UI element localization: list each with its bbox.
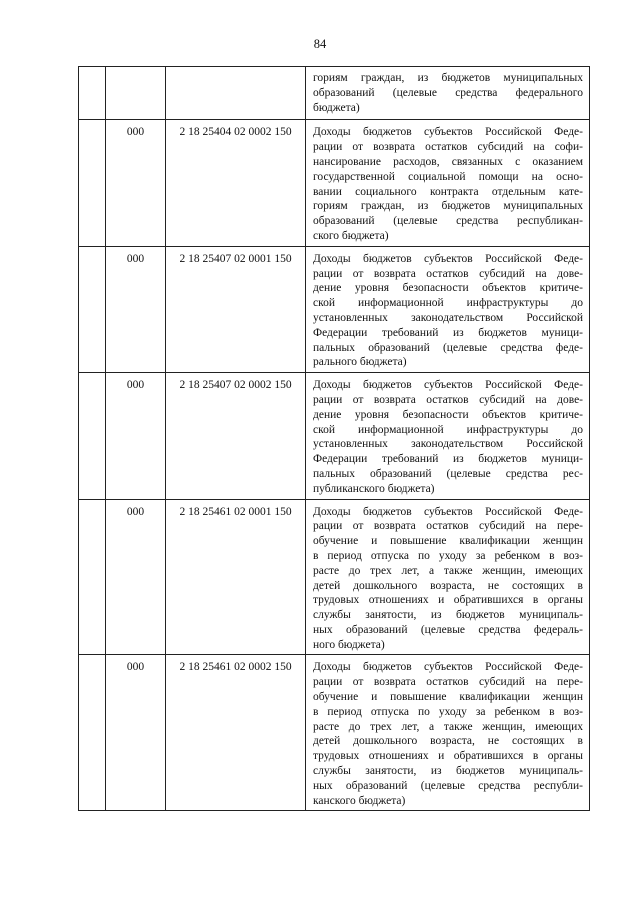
description-line: пальных образований (целевые средства рес- (313, 467, 583, 480)
row-number-cell (79, 67, 106, 120)
description-line: канского бюджета) (313, 794, 406, 807)
income-description-cell (306, 246, 590, 372)
description-line: в период отпуска по уходу за ребенком в воз- (313, 549, 583, 562)
description-line: Доходы бюджетов субъектов Российской Феде- (313, 252, 583, 265)
description-line: обучение и повышение квалификации женщин (313, 535, 583, 548)
description-line: детей дошкольного возраста, не состоящих в (313, 579, 583, 592)
description-line: в период отпуска по уходу за ребенком в воз- (313, 705, 583, 718)
description-line: детей дошкольного возраста, не состоящих в (313, 735, 583, 748)
budget-income-table (78, 66, 590, 811)
row-number-cell (79, 246, 106, 372)
description-line: обучение и повышение квалификации женщин (313, 691, 583, 704)
admin-code-cell: 000 (106, 120, 166, 246)
description-line: государственной социальной помощи на осно- (313, 170, 583, 183)
description-line: ных образований (целевые средства республи- (313, 779, 583, 792)
description-line: Доходы бюджетов субъектов Российской Феде- (313, 661, 583, 674)
budget-classification-code-cell: 2 18 25407 02 0001 150 (166, 246, 306, 372)
description-line: образований (целевые средства федерального (313, 86, 583, 99)
income-description-cell (306, 120, 590, 246)
description-line: вании социального контракта отдельным кате- (313, 185, 583, 198)
income-description-cell (306, 655, 590, 811)
table-row (79, 655, 590, 811)
description-line: образований (целевые средства республикан- (313, 215, 583, 228)
description-line: рального бюджета) (313, 356, 407, 369)
admin-code-cell: 000 (106, 373, 166, 499)
table-row (79, 120, 590, 246)
budget-classification-code-cell (166, 67, 306, 120)
description-line: трудовых отношениях и обратившихся в органы (313, 594, 583, 607)
table-row (79, 499, 590, 655)
description-line: пальных образований (целевые средства феде- (313, 341, 583, 354)
table-row (79, 246, 590, 372)
admin-code-cell: 000 (106, 246, 166, 372)
description-line: Доходы бюджетов субъектов Российской Феде- (313, 379, 583, 392)
budget-classification-code-cell: 2 18 25461 02 0002 150 (166, 655, 306, 811)
description-line: рации от возврата остатков субсидий на пере- (313, 520, 583, 533)
budget-classification-code-cell: 2 18 25407 02 0002 150 (166, 373, 306, 499)
description-line: Доходы бюджетов субъектов Российской Феде- (313, 505, 583, 518)
admin-code-cell: 000 (106, 655, 166, 811)
description-line: установленных законодательством Российской (313, 311, 583, 324)
description-line: рации от возврата остатков субсидий на пере- (313, 676, 583, 689)
row-number-cell (79, 120, 106, 246)
description-line: гориям граждан, из бюджетов муниципальных (313, 72, 583, 84)
description-line: установленных законодательством Российской (313, 438, 583, 451)
description-line: дение уровня безопасности объектов критиче- (313, 282, 583, 295)
admin-code-cell (106, 67, 166, 120)
table-body (79, 67, 590, 811)
description-line: трудовых отношениях и обратившихся в органы (313, 750, 583, 763)
description-line: расте до трех лет, а также женщин, имеющих (313, 564, 583, 577)
row-number-cell (79, 655, 106, 811)
description-line: Федерации требований из бюджетов муници- (313, 453, 583, 466)
income-description-cell (306, 373, 590, 499)
row-number-cell (79, 373, 106, 499)
budget-classification-code-cell: 2 18 25461 02 0001 150 (166, 499, 306, 655)
budget-classification-code-cell: 2 18 25404 02 0002 150 (166, 120, 306, 246)
description-line: рации от возврата остатков субсидий на дове- (313, 393, 583, 406)
description-line: службы занятости, из бюджетов муниципаль- (313, 609, 583, 622)
description-line: гориям граждан, из бюджетов муниципальных (313, 200, 583, 213)
row-number-cell (79, 499, 106, 655)
income-description-cell (306, 499, 590, 655)
table-row (79, 67, 590, 120)
income-description-cell (306, 67, 590, 120)
description-line: рации от возврата остатков субсидий на софи- (313, 141, 583, 154)
description-line: службы занятости, из бюджетов муниципаль- (313, 765, 583, 778)
description-line: дение уровня безопасности объектов критиче- (313, 408, 583, 421)
table-row (79, 373, 590, 499)
description-line: расте до трех лет, а также женщин, имеющих (313, 720, 583, 733)
description-line: Федерации требований из бюджетов муници- (313, 326, 583, 339)
description-line: рации от возврата остатков субсидий на дове- (313, 267, 583, 280)
description-line: Доходы бюджетов субъектов Российской Феде- (313, 126, 583, 139)
description-line: нансирование расходов, связанных с оказанием (313, 155, 583, 168)
description-line: ской информационной инфраструктуры до (313, 423, 583, 436)
description-line: ского бюджета) (313, 229, 389, 242)
description-line: бюджета) (313, 101, 360, 114)
description-line: публиканского бюджета) (313, 482, 435, 495)
page-number: 84 (313, 37, 327, 51)
description-line: ного бюджета) (313, 638, 385, 651)
description-line: ской информационной инфраструктуры до (313, 297, 583, 310)
admin-code-cell: 000 (106, 499, 166, 655)
description-line: ных образований (целевые средства федераль- (313, 623, 583, 636)
